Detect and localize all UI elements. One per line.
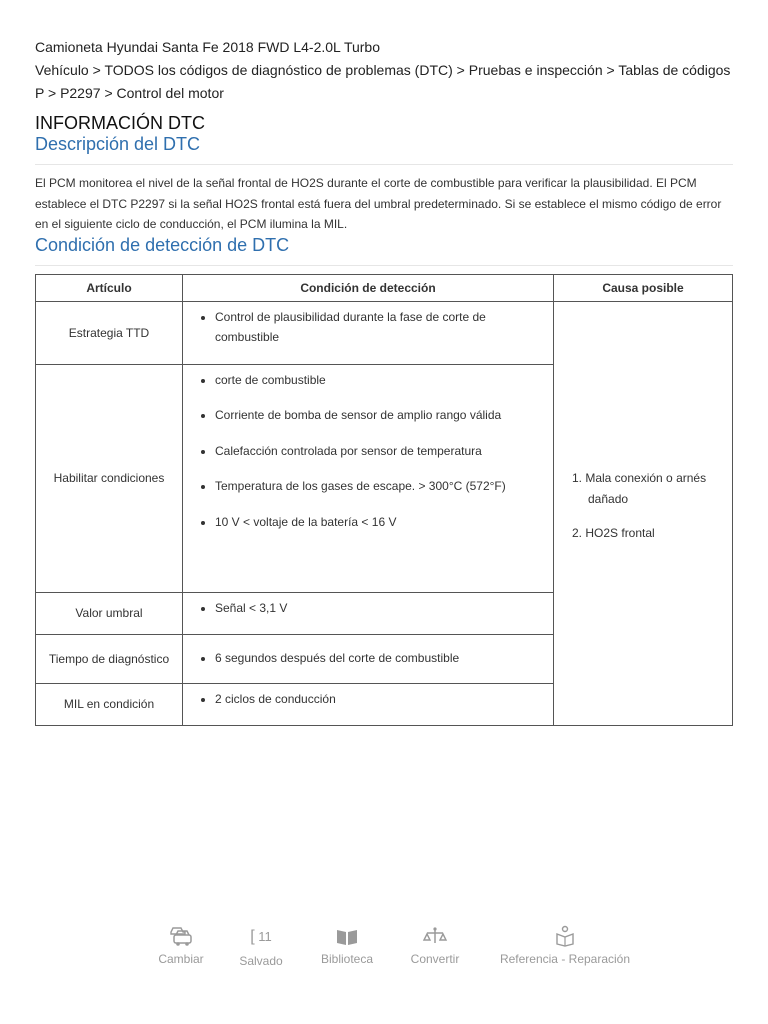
breadcrumb-pruebas[interactable]: Pruebas e inspección: [468, 62, 603, 78]
breadcrumb-p2297[interactable]: P2297: [60, 85, 101, 101]
row-conditions: [183, 634, 554, 683]
breadcrumb-separator: >: [456, 62, 465, 78]
detection-table: [35, 274, 733, 726]
nav-cambiar[interactable]: [152, 924, 210, 966]
cause-item: 2. HO2S frontal: [572, 526, 655, 541]
condition-item: • corte de combustible: [215, 370, 545, 391]
condition-item: • 10 V < voltaje de la batería < 16 V: [215, 512, 545, 533]
breadcrumb: [35, 59, 733, 105]
bottom-nav: [0, 924, 768, 974]
condition-item: • 6 segundos después del corte de combustible: [215, 648, 545, 669]
description-heading: Descripción del DTC: [35, 134, 733, 165]
nav-biblioteca[interactable]: [313, 924, 381, 966]
condition-item: • Señal < 3,1 V: [215, 598, 545, 619]
scale-icon: [422, 924, 448, 950]
row-conditions: [183, 301, 554, 364]
nav-salvado[interactable]: [233, 924, 289, 968]
main-content: [35, 36, 733, 726]
breadcrumb-separator: >: [104, 85, 113, 101]
table-row: [36, 301, 733, 364]
breadcrumb-todos-dtc[interactable]: TODOS los códigos de diagnóstico de problemas (DTC): [104, 62, 453, 78]
nav-label: Cambiar: [158, 952, 204, 966]
nav-label: Referencia - Reparación: [499, 952, 631, 966]
book-icon: [334, 924, 360, 950]
condition-item: • 2 ciclos de conducción: [215, 689, 545, 710]
car-swap-icon: [168, 924, 194, 950]
cause-item: 1. Mala conexión o arnés dañado: [572, 471, 707, 506]
row-conditions: [183, 364, 554, 592]
condition-item: • Temperatura de los gases de escape. > 300°C (572°F): [215, 476, 545, 497]
nav-label: Salvado: [239, 954, 283, 968]
condition-item: • Corriente de bomba de sensor de amplio rango válida: [215, 405, 545, 426]
bookmark-icon: [ 11: [250, 928, 272, 945]
saved-count: 11: [258, 929, 272, 944]
breadcrumb-vehiculo[interactable]: Vehículo: [35, 62, 89, 78]
row-conditions: [183, 592, 554, 634]
breadcrumb-separator: >: [606, 62, 615, 78]
condition-item: • Control de plausibilidad durante la fase de corte de combustible: [215, 307, 545, 348]
header-condicion: Condición de detección: [183, 274, 554, 301]
row-item-label: MIL en condición: [36, 683, 183, 725]
breadcrumb-tablas-p[interactable]: Tablas de códigos P: [35, 62, 731, 101]
page-title: INFORMACIÓN DTC: [35, 113, 205, 133]
detection-heading: Condición de detección de DTC: [35, 235, 733, 266]
nav-referencia-reparacion[interactable]: [490, 924, 640, 966]
row-item-label: Estrategia TTD: [36, 301, 183, 364]
breadcrumb-separator: >: [47, 85, 57, 101]
table-header-row: [36, 274, 733, 301]
header-causa: Causa posible: [554, 274, 733, 301]
reference-icon: [552, 924, 578, 950]
breadcrumb-control-motor[interactable]: Control del motor: [116, 85, 224, 101]
row-item-label: Tiempo de diagnóstico: [36, 634, 183, 683]
description-text: El PCM monitorea el nivel de la señal frontal de HO2S durante el corte de combustible para verificar la plausibilidad. El PCM establece el DTC P2297 si la señal HO2S frontal está fuera del umbral predeterminado. Si se establece el mismo código de error en el siguiente ciclo de conducción, el PCM ilumina la MIL.: [35, 176, 722, 231]
possible-causes: [554, 301, 733, 725]
row-item-label: Valor umbral: [36, 592, 183, 634]
vehicle-name: Camioneta Hyundai Santa Fe 2018 FWD L4-2.0L Turbo: [35, 39, 381, 55]
nav-label: Convertir: [410, 952, 460, 966]
nav-label: Biblioteca: [320, 952, 374, 966]
row-item-label: Habilitar condiciones: [36, 364, 183, 592]
row-conditions: [183, 683, 554, 725]
condition-item: • Calefacción controlada por sensor de temperatura: [215, 441, 545, 462]
header-articulo: Artículo: [36, 274, 183, 301]
nav-convertir[interactable]: [405, 924, 465, 966]
breadcrumb-separator: >: [92, 62, 101, 78]
